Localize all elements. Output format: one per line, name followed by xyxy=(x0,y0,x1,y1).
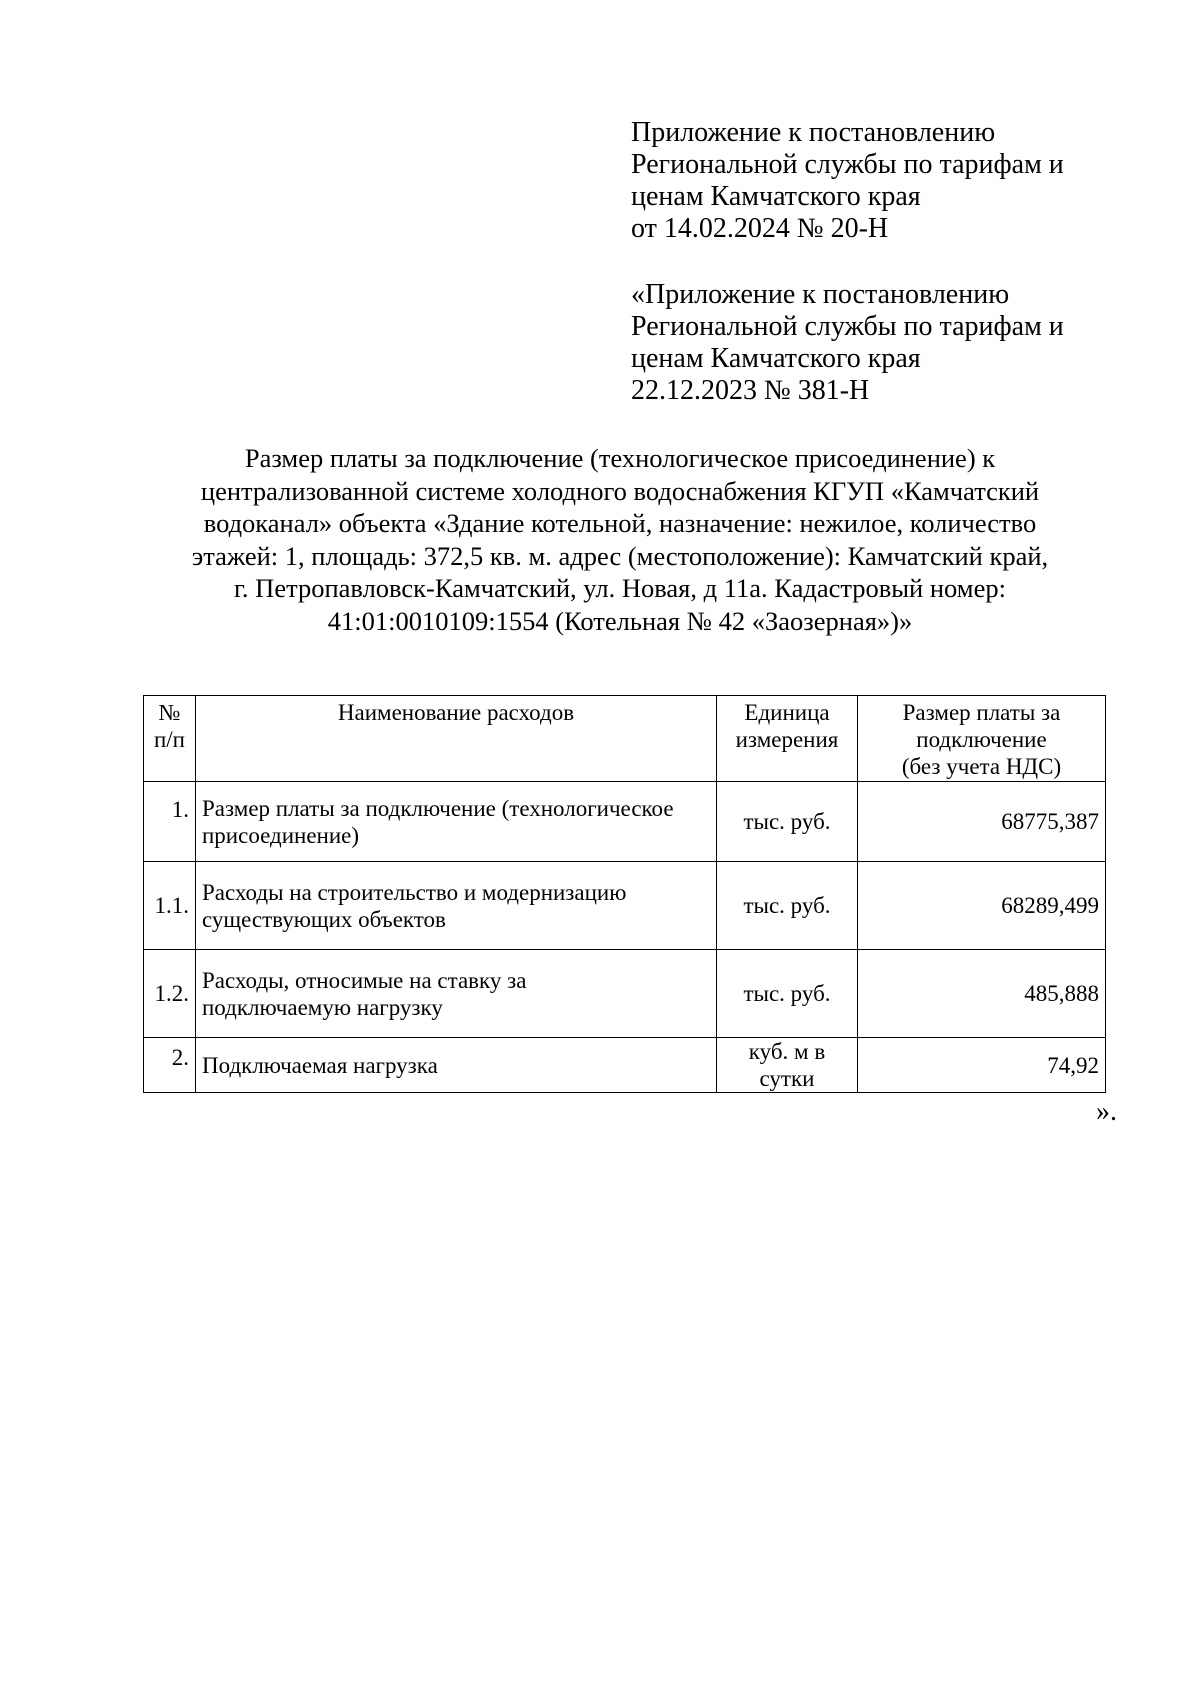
header-name-line: Наименование расходов xyxy=(337,700,575,725)
header-unit-line: измерения xyxy=(735,727,839,752)
row-value: 74,92 xyxy=(858,1038,1106,1093)
row-value: 68775,387 xyxy=(858,782,1106,862)
row-number: 2. xyxy=(144,1038,196,1093)
header-value-line: Размер платы за xyxy=(902,700,1061,725)
row-unit-line: сутки xyxy=(759,1066,815,1091)
row-number: 1.2. xyxy=(144,950,196,1038)
row-value: 485,888 xyxy=(858,950,1106,1038)
header-value xyxy=(858,696,1106,782)
row-name xyxy=(196,1038,717,1093)
row-unit xyxy=(717,1038,858,1093)
title-line: Размер платы за подключение (технологическое присоединение) к xyxy=(244,443,996,473)
table-row xyxy=(144,782,1106,862)
appendix-header-current xyxy=(631,117,1151,245)
appendix-line: ценам Камчатского края xyxy=(631,343,921,374)
appendix-header-previous xyxy=(631,279,1151,407)
appendix-line: Региональной службы по тарифам и xyxy=(631,149,1064,180)
row-unit-line: тыс. руб. xyxy=(743,809,831,834)
header-name xyxy=(196,696,717,782)
appendix-line: Региональной службы по тарифам и xyxy=(631,311,1064,342)
row-unit xyxy=(717,782,858,862)
table-row xyxy=(144,1038,1106,1093)
row-number: 1. xyxy=(144,782,196,862)
header-unit-line: Единица xyxy=(744,700,830,725)
row-name-line: присоединение) xyxy=(202,822,360,848)
appendix-date-number: 22.12.2023 № 381-Н xyxy=(631,375,870,406)
row-name xyxy=(196,862,717,950)
connection-fee-table xyxy=(143,695,1106,1093)
title-line: водоканал» объекта «Здание котельной, назначение: нежилое, количество xyxy=(203,508,1037,538)
row-value: 68289,499 xyxy=(858,862,1106,950)
row-unit xyxy=(717,950,858,1038)
table-row xyxy=(144,950,1106,1038)
row-name-line: Размер платы за подключение (технологическое xyxy=(202,795,674,821)
header-value-line: подключение xyxy=(916,727,1047,752)
appendix-date-number: от 14.02.2024 № 20-Н xyxy=(631,213,889,244)
header-unit xyxy=(717,696,858,782)
table-row xyxy=(144,862,1106,950)
row-name-line: подключаемую нагрузку xyxy=(202,994,443,1020)
title-line: г. Петропавловск-Камчатский, ул. Новая, д 11а. Кадастровый номер: xyxy=(234,573,1006,603)
row-name xyxy=(196,950,717,1038)
header-num-line: № xyxy=(158,700,181,725)
title-line: 41:01:0010109:1554 (Котельная № 42 «Заозерная»)» xyxy=(327,605,913,636)
appendix-line: «Приложение к постановлению xyxy=(631,279,1010,310)
row-name-line: Расходы на строительство и модернизацию xyxy=(202,879,627,905)
row-unit xyxy=(717,862,858,950)
row-unit-line: тыс. руб. xyxy=(743,981,831,1006)
closing-quote-mark: ». xyxy=(1096,1096,1117,1127)
row-name-line: Подключаемая нагрузка xyxy=(202,1052,438,1078)
header-value-line: (без учета НДС) xyxy=(901,754,1062,779)
row-unit-line: тыс. руб. xyxy=(743,893,831,918)
row-unit-line: куб. м в xyxy=(748,1039,826,1064)
appendix-line: ценам Камчатского края xyxy=(631,181,921,212)
row-number: 1.1. xyxy=(144,862,196,950)
document-title xyxy=(140,442,1100,637)
table-header-row xyxy=(144,696,1106,782)
row-name xyxy=(196,782,717,862)
header-num-line: п/п xyxy=(153,727,185,752)
appendix-line: Приложение к постановлению xyxy=(631,117,996,148)
title-line: централизованной системе холодного водоснабжения КГУП «Камчатский xyxy=(200,475,1040,506)
row-name-line: Расходы, относимые на ставку за xyxy=(202,967,527,993)
row-name-line: существующих объектов xyxy=(202,906,446,932)
header-num xyxy=(144,696,196,782)
title-line: этажей: 1, площадь: 372,5 кв. м. адрес (местоположение): Камчатский край, xyxy=(191,540,1049,571)
